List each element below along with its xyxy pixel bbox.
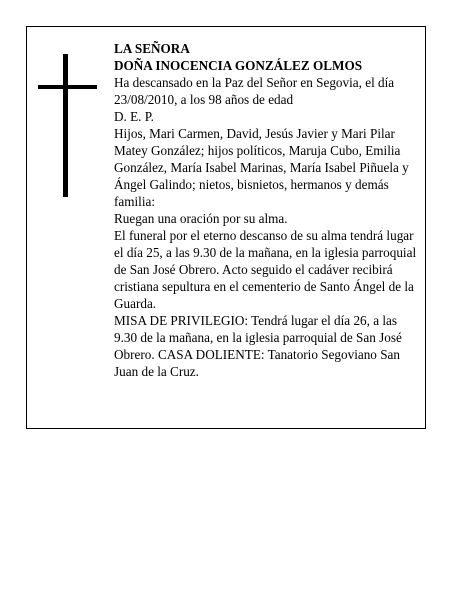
cross-vertical-bar bbox=[63, 54, 68, 197]
rip-text: D. E. P. bbox=[114, 109, 154, 124]
mass-info: MISA DE PRIVILEGIO: Tendrá lugar el día 26, a las 9.30 de la mañana, en la iglesia parroquial de San José Obrero. CASA DOLIENTE: Tanatorio Segoviano San Juan de la Cruz. bbox=[114, 313, 402, 379]
obituary-text bbox=[114, 40, 420, 380]
family-list: Hijos, Mari Carmen, David, Jesús Javier y Mari Pilar Matey González; hijos políticos, Maruja Cubo, Emilia González, María Isabel Marinas, María Isabel Piñuela y Ángel Galindo; nietos, bisnietos, hermanos y demás familia: bbox=[114, 126, 409, 209]
title-line-1: LA SEÑORA bbox=[114, 41, 190, 56]
death-notice: Ha descansado en la Paz del Señor en Segovia, el día 23/08/2010, a los 98 años de edad bbox=[114, 75, 395, 107]
deceased-name: DOÑA INOCENCIA GONZÁLEZ OLMOS bbox=[114, 58, 363, 73]
funeral-info: El funeral por el eterno descanso de su alma tendrá lugar el día 25, a las 9.30 de la mañana, en la iglesia parroquial de San José Obrero. Acto seguido el cadáver recibirá cristiana sepultura en el cementerio de Santo Ángel de la Guarda. bbox=[114, 228, 417, 311]
prayer-request: Ruegan una oración por su alma. bbox=[114, 211, 288, 226]
cross-horizontal-bar bbox=[38, 85, 97, 89]
